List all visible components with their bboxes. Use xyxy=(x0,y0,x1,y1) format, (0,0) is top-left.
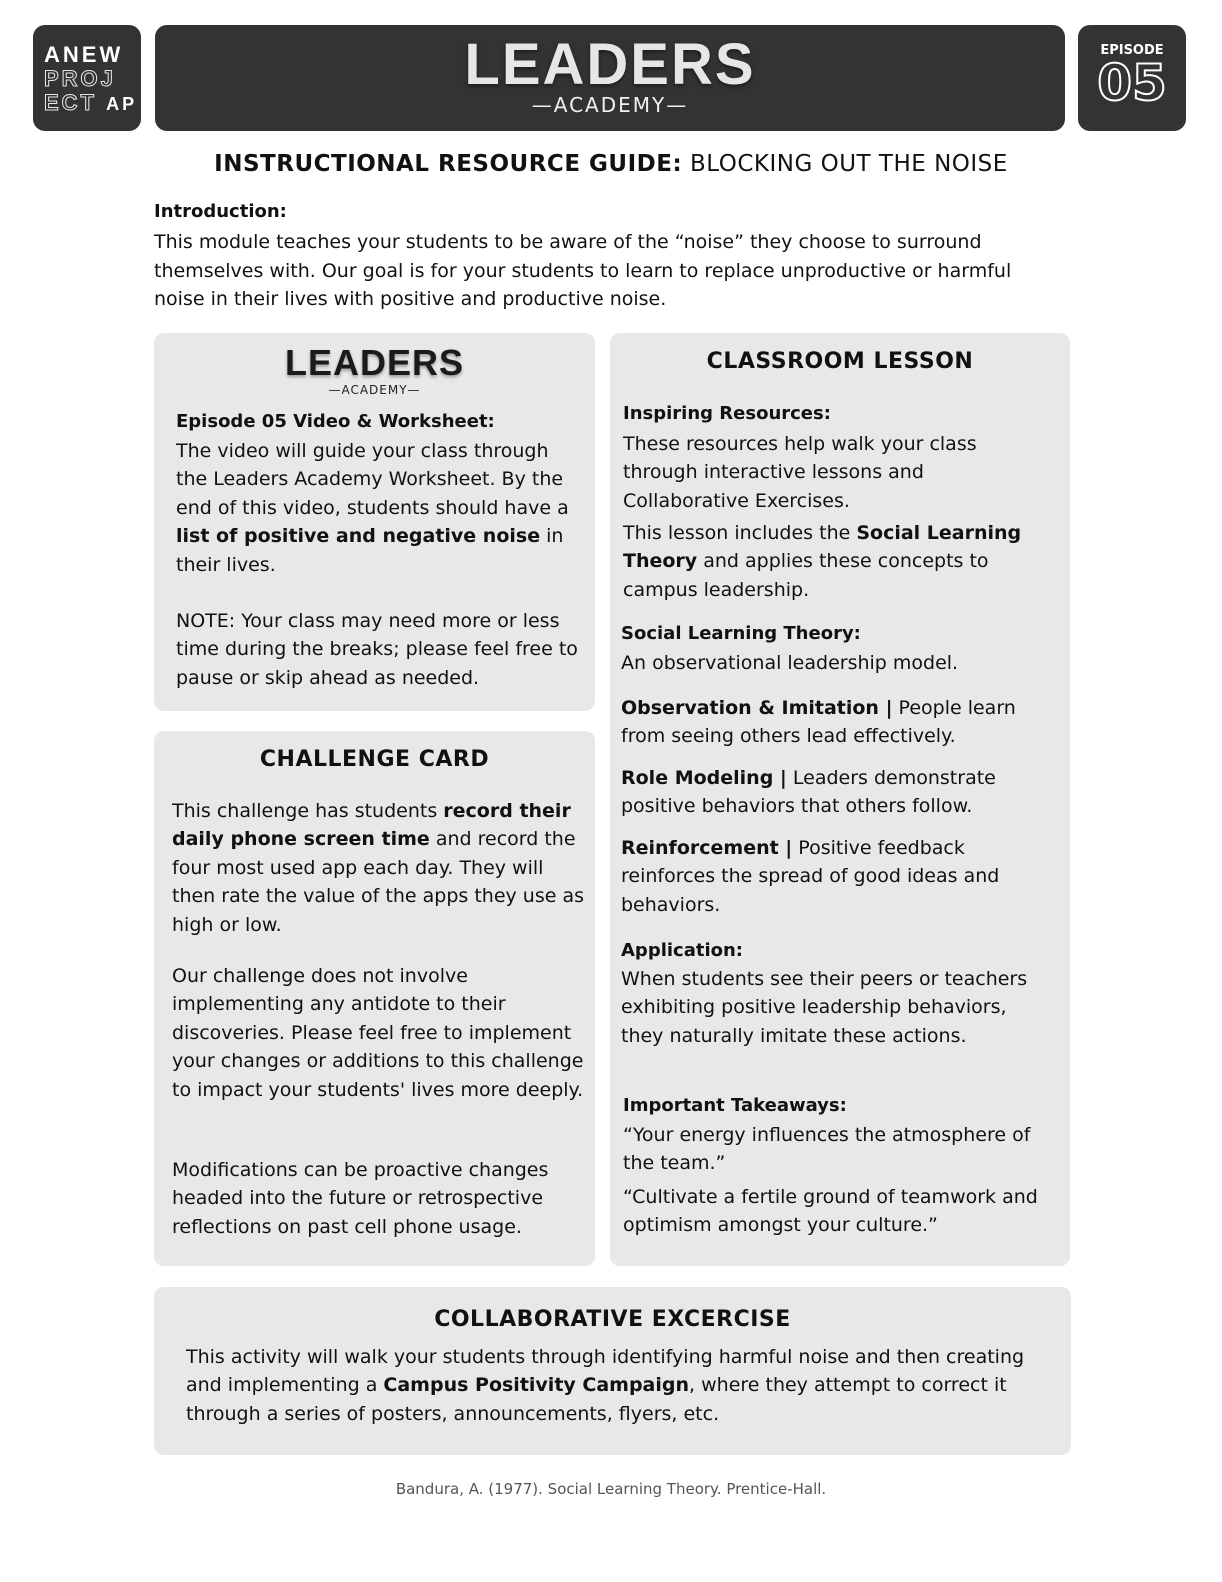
logo-line-2: PROJ xyxy=(44,66,116,91)
logo-line-1: ANEW xyxy=(44,42,124,67)
takeaway-quote-1: “Your energy influences the atmosphere of the team.” xyxy=(623,1124,1031,1175)
page-title-bold: INSTRUCTIONAL RESOURCE GUIDE: xyxy=(214,151,683,177)
resources-text: These resources help walk your class through interactive lessons and Collaborative Exercises. xyxy=(623,433,977,512)
reinforcement-text: Positive feedback reinforces the spread of good ideas and behaviors. xyxy=(621,837,1000,916)
takeaway-quote-2: “Cultivate a fertile ground of teamwork and optimism amongst your culture.” xyxy=(623,1186,1038,1237)
banner-title: LEADERS xyxy=(464,32,756,97)
logo-mark: AP xyxy=(106,94,138,114)
takeaways-heading: Important Takeaways: xyxy=(623,1095,847,1116)
challenge-p1-pre: This challenge has students xyxy=(172,800,444,822)
collab-text-pre: This activity will walk your students through identifying harmful noise and then creating and implementing a xyxy=(186,1346,1025,1397)
slt-heading: Social Learning Theory: xyxy=(621,623,861,644)
video-worksheet-card xyxy=(154,333,595,711)
leaders-academy-mini-logo xyxy=(154,343,595,397)
episode-label: EPISODE xyxy=(1100,43,1164,58)
intro-text: This module teaches your students to be aware of the “noise” they choose to surround themselves with. Our goal is for your students to learn to replace unproductive or harmful noise in their lives with positive and productive noise. xyxy=(154,231,1012,310)
logo-line-3-text: ECT xyxy=(44,90,97,115)
includes-post: and applies these concepts to campus leadership. xyxy=(623,550,989,601)
challenge-card xyxy=(154,731,595,1266)
observation-imitation xyxy=(621,694,1053,751)
episode-badge xyxy=(1078,25,1186,131)
video-text xyxy=(176,437,581,579)
logo-line-3 xyxy=(44,91,137,116)
video-note: NOTE: Your class may need more or less time during the breaks; please feel free to pause or skip ahead as needed. xyxy=(176,610,578,689)
video-text-pre: The video will guide your class through the Leaders Academy Worksheet. By the end of this video, students should have a xyxy=(176,440,569,519)
leaders-academy-banner xyxy=(155,25,1065,131)
resources-heading: Inspiring Resources: xyxy=(623,403,831,424)
collab-text-post: , where they attempt to correct it through a series of posters, announcements, flyers, etc. xyxy=(186,1374,1007,1425)
application-text: When students see their peers or teachers exhibiting positive leadership behaviors, they naturally imitate these actions. xyxy=(621,968,1028,1047)
observation-text: People learn from seeing others lead effectively. xyxy=(621,697,1016,748)
mini-logo-title: LEADERS xyxy=(284,342,465,383)
collaborative-exercise-card xyxy=(154,1287,1071,1455)
collab-card-title: COLLABORATIVE EXCERCISE xyxy=(434,1307,791,1332)
page-title-rest: BLOCKING OUT THE NOISE xyxy=(682,151,1008,177)
episode-number: 05 xyxy=(1097,54,1167,112)
lesson-includes-text xyxy=(623,519,1053,604)
video-text-post: in their lives. xyxy=(176,525,564,576)
mini-logo-subtitle: —ACADEMY— xyxy=(328,383,421,397)
challenge-paragraph-2: Our challenge does not involve implementing any antidote to their discoveries. Please feel free to implement your changes or additions to this challenge to impact your students' lives more deeply. xyxy=(172,965,584,1101)
observation-label: Observation & Imitation | xyxy=(621,697,893,719)
reinforcement xyxy=(621,834,1053,919)
citation: Bandura, A. (1977). Social Learning Theory. Prentice-Hall. xyxy=(395,1480,827,1498)
classroom-lesson-card xyxy=(610,333,1070,1266)
reinforcement-label: Reinforcement | xyxy=(621,837,793,859)
challenge-p1-bold: record their daily phone screen time xyxy=(172,800,571,851)
collab-text xyxy=(186,1343,1046,1428)
role-modeling xyxy=(621,764,1053,821)
challenge-card-title: CHALLENGE CARD xyxy=(259,747,490,772)
includes-bold: Social Learning Theory xyxy=(623,522,1022,573)
role-modeling-text: Leaders demonstrate positive behaviors that others follow. xyxy=(621,767,996,818)
video-heading: Episode 05 Video & Worksheet: xyxy=(176,411,495,432)
intro-heading: Introduction: xyxy=(154,201,287,222)
challenge-paragraph-3: Modifications can be proactive changes headed into the future or retrospective reflections on past cell phone usage. xyxy=(172,1159,549,1238)
page-title xyxy=(0,151,1222,177)
includes-pre: This lesson includes the xyxy=(623,522,857,544)
lesson-card-title: CLASSROOM LESSON xyxy=(706,349,974,374)
video-text-bold: list of positive and negative noise xyxy=(176,525,541,548)
application-heading: Application: xyxy=(621,940,744,961)
collab-text-bold: Campus Positivity Campaign xyxy=(383,1374,690,1397)
challenge-p1-post: and record the four most used app each day. They will then rate the value of the apps they use as high or low. xyxy=(172,828,585,936)
banner-subtitle: —ACADEMY— xyxy=(531,93,689,117)
role-modeling-label: Role Modeling | xyxy=(621,767,787,789)
anew-project-logo xyxy=(33,25,141,131)
slt-text: An observational leadership model. xyxy=(621,652,959,674)
challenge-paragraph-1 xyxy=(172,797,584,939)
